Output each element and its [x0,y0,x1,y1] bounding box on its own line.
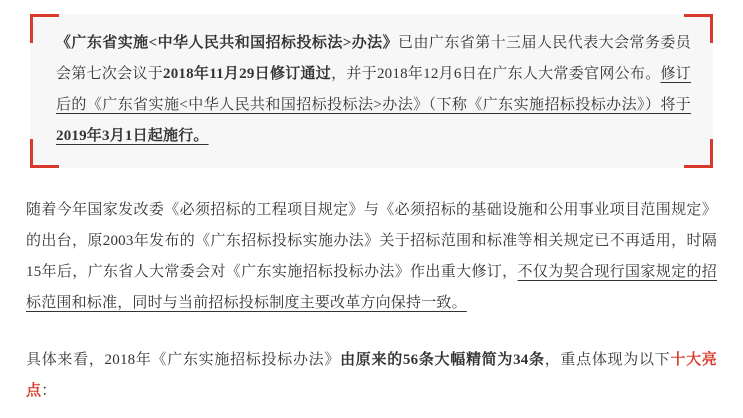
highlighted-quote-box [30,14,713,168]
paragraph-2-segment-5: ： [41,383,57,399]
paragraph-2-segment-highlight: 十大亮点 [26,352,717,399]
quote-segment-title: 《广东省实施<中华人民共和国招标投标法>办法》 [56,35,399,51]
quote-segment-body-2: ，并于2018年12月6日在广东人大常委官网公布。 [331,66,661,82]
quote-segment-effective-date: 2019年3月1日起施行。 [56,128,209,144]
paragraph-2-segment-1: 具体来看，2018年《广东实施招标投标办法》 [26,352,341,368]
paragraph-1-segment-underlined: 不仅为契合现行国家规定的招标范围和标准，同时与当前招标投标制度主要改革方向保持一致。 [26,264,717,311]
quote-segment-date-revised: 2018年11月29日修订通过 [163,66,332,82]
quote-segment-body-1: 已由广东省第十三届人民代表大会常务委员会第七次会议于 [56,35,691,82]
corner-bracket-bottom-left-icon [30,139,59,168]
quote-segment-underlined: 修订后的《广东省实施<中华人民共和国招标投标法>办法》（下称《广东实施招标投标办法》）将于 [56,66,691,113]
paragraph-1-segment-1: 随着今年国家发改委《必须招标的工程项目规定》与《必须招标的基础设施和公用事业项目范围规定》的出台，原2003年发布的《广东招标投标实施办法》关于招标范围和标准等相关规定已不再适用，时隔15年后，广东省人大常委会对《广东实施招标投标办法》作出重大修订， [26,202,717,280]
quote-text [56,28,691,152]
paragraph-2-segment-bold: 由原来的56条大幅精简为34条 [340,352,545,368]
corner-bracket-top-left-icon [30,14,59,43]
paragraph-1 [22,195,721,319]
paragraph-2 [22,345,721,407]
paragraph-2-segment-3: ，重点体现为以下 [544,352,671,368]
document-page [0,14,743,418]
